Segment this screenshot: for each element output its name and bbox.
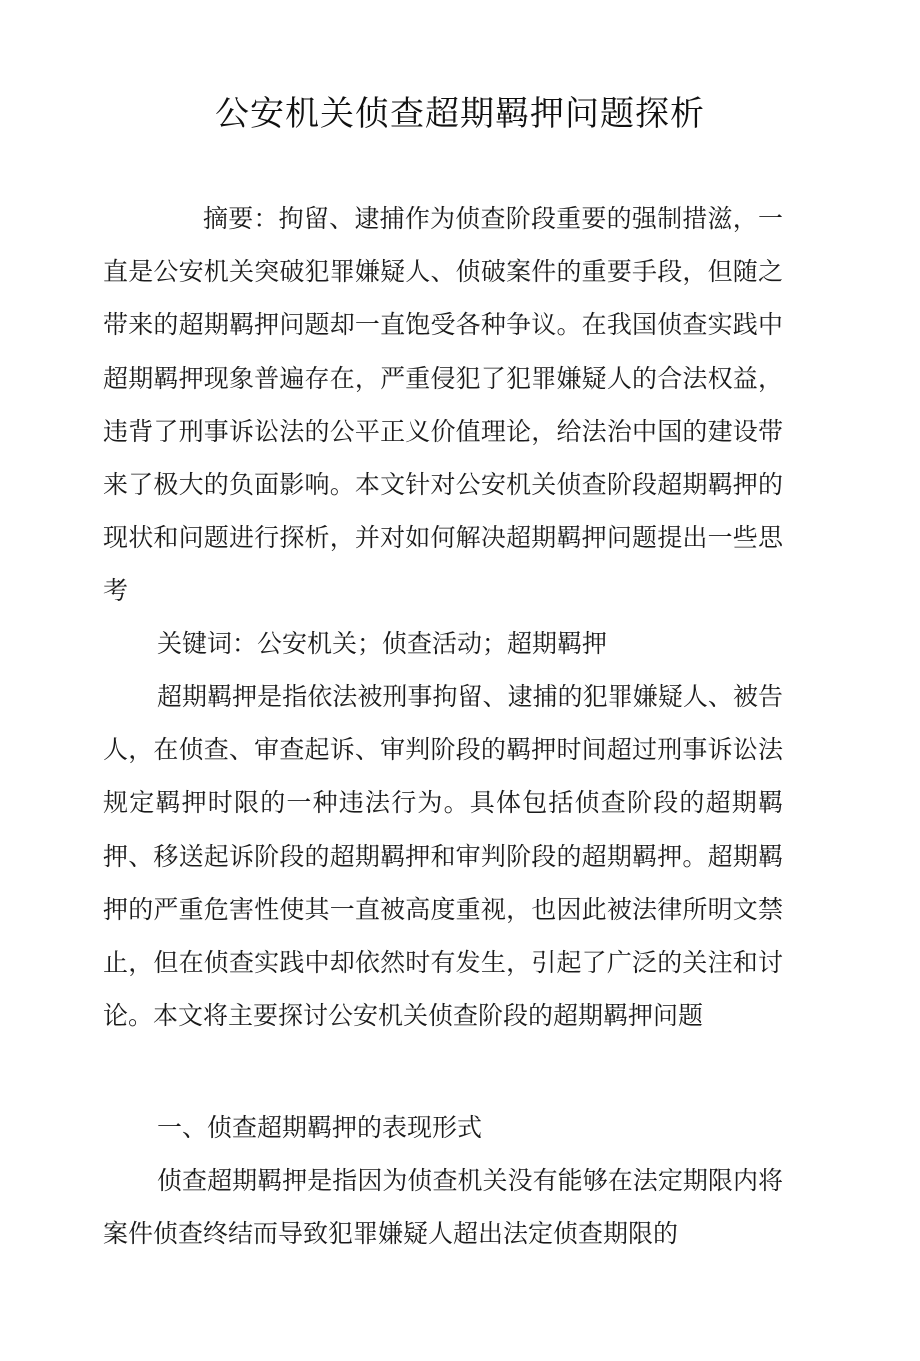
keywords-line: 关键词：公安机关；侦查活动；超期羁押 [157, 629, 608, 658]
intro-paragraph: 超期羁押是指依法被刑事拘留、逮捕的犯罪嫌疑人、被告人，在侦查、审查起诉、审判阶段的羁押时间超过刑事诉讼法规定羁押时限的一种违法行为。具体包括侦查阶段的超期羁押、移送起诉阶段的超期羁押和审判阶段的超期羁押。超期羁押的严重危害性使其一直被高度重视，也因此被法律所明文禁止，但在侦查实践中却依然时有发生，引起了广泛的关注和讨论。本文将主要探讨公安机关侦查阶段的超期羁押问题 [103, 682, 783, 1031]
section-1-heading: 一、侦查超期羁押的表现形式 [157, 1113, 483, 1142]
intro-section [103, 670, 783, 1042]
section-1-body [103, 1154, 783, 1260]
document-title: 公安机关侦查超期羁押问题探析 [215, 94, 705, 134]
section-1-paragraph: 侦查超期羁押是指因为侦查机关没有能够在法定期限内将案件侦查终结而导致犯罪嫌疑人超出法定侦查期限的 [103, 1166, 783, 1249]
section-1-heading-block [157, 1101, 783, 1154]
keywords-section [157, 617, 783, 670]
abstract-paragraph: 摘要：拘留、逮捕作为侦查阶段重要的强制措滋，一直是公安机关突破犯罪嫌疑人、侦破案件的重要手段，但随之带来的超期羁押问题却一直饱受各种争议。在我国侦查实践中超期羁押现象普遍存在，严重侵犯了犯罪嫌疑人的合法权益，违背了刑事诉讼法的公平正义价值理论，给法治中国的建设带来了极大的负面影响。本文针对公安机关侦查阶段超期羁押的现状和问题进行探析，并对如何解决超期羁押问题提出一些思考 [103, 204, 783, 606]
abstract-section [103, 192, 783, 618]
